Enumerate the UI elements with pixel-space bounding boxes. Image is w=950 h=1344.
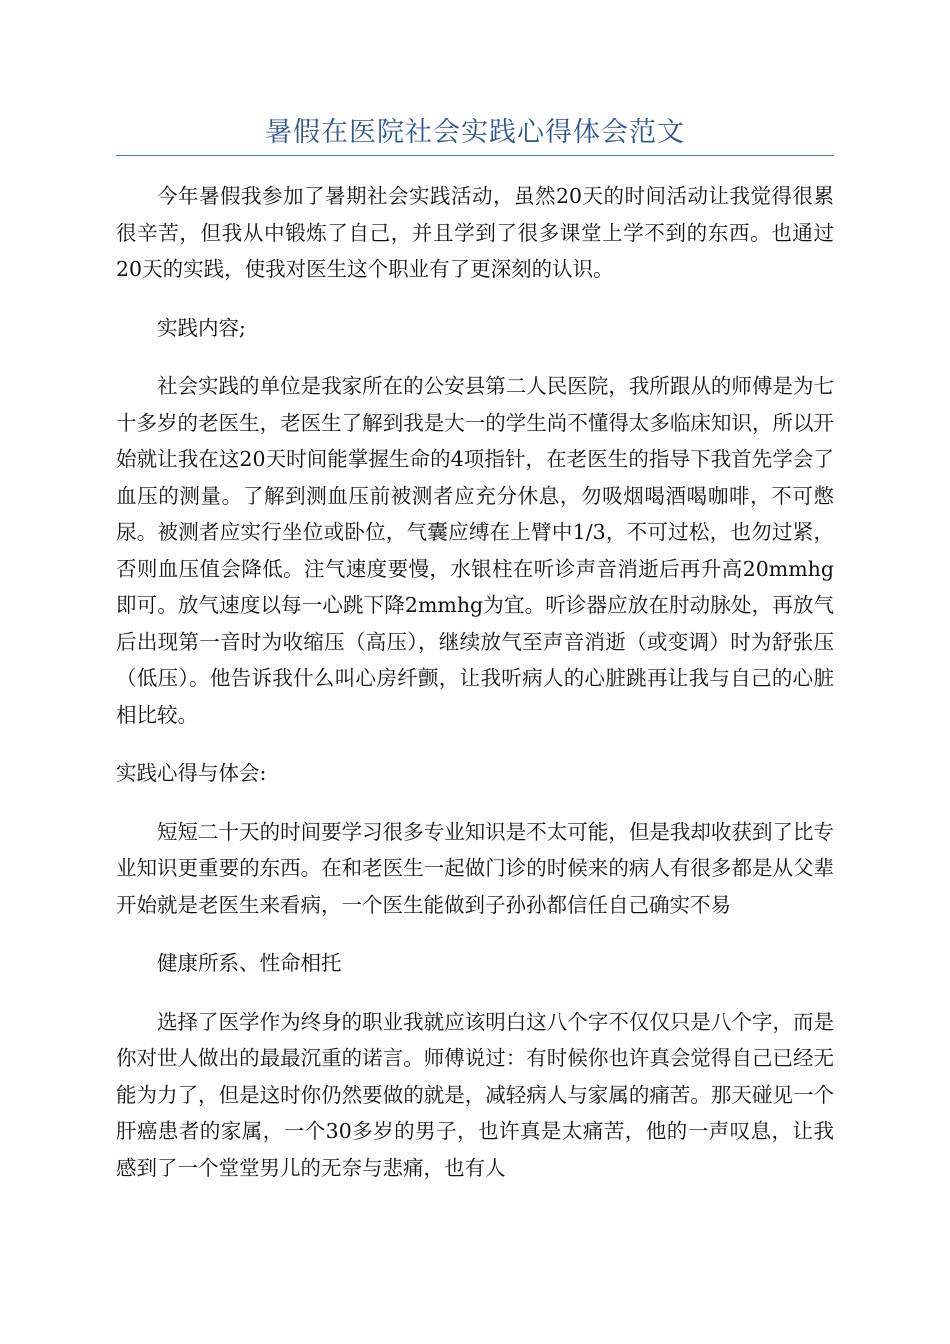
paragraph-experience: 短短二十天的时间要学习很多专业知识是不太可能，但是我却收获到了比专业知识更重要的东西。在和老医生一起做门诊的时候来的病人有很多都是从父辈开始就是老医生来看病，一个医生能做到子孙孙都信任自己确实不易	[116, 819, 834, 917]
heading-practice-content: 实践内容;	[157, 315, 246, 340]
heading-motto: 健康所系、性命相托	[157, 951, 342, 975]
title-underline	[116, 155, 834, 156]
heading-experience: 实践心得与体会:	[116, 761, 267, 785]
document-title: 暑假在医院社会实践心得体会范文	[265, 117, 685, 148]
paragraph-practice-content: 社会实践的单位是我家所在的公安县第二人民医院，我所跟从的师傅是为七十多岁的老医生，老医生了解到我是大一的学生尚不懂得太多临床知识，所以开始就让我在这20天时间能掌握生命的4项指针，在老医生的指导下我首先学会了血压的测量。了解到测血压前被测者应充分休息，勿吸烟喝酒喝咖啡，不可憋尿。被测者应实行坐位或卧位，气囊应缚在上臂中1/3，不可过松，也勿过紧，否则血压值会降低。注气速度要慢，水银柱在听诊声音消逝后再升高20mmhg即可。放气速度以每一心跳下降2mmhg为宜。听诊器应放在肘动脉处，再放气后出现第一音时为收缩压（高压），继续放气至声音消逝（或变调）时为舒张压（低压）。他告诉我什么叫心房纤颤，让我听病人的心脏跳再让我与自己的心脏相比较。	[116, 374, 834, 727]
paragraph-motto: 选择了医学作为终身的职业我就应该明白这八个字不仅仅只是八个字，而是你对世人做出的最最沉重的诺言。师傅说过：有时候你也许真会觉得自己已经无能为力了，但是这时你仍然要做的就是，减轻病人与家属的痛苦。那天碰见一个肝癌患者的家属，一个30多岁的男子，也许真是太痛苦，他的一声叹息，让我感到了一个堂堂男儿的无奈与悲痛，也有人	[116, 1009, 834, 1180]
document-body	[116, 178, 834, 1208]
paragraph-intro: 今年暑假我参加了暑期社会实践活动，虽然20天的时间活动让我觉得很累很辛苦，但我从中锻炼了自己，并且学到了很多课堂上学不到的东西。也通过20天的实践，使我对医生这个职业有了更深刻的认识。	[116, 184, 834, 281]
